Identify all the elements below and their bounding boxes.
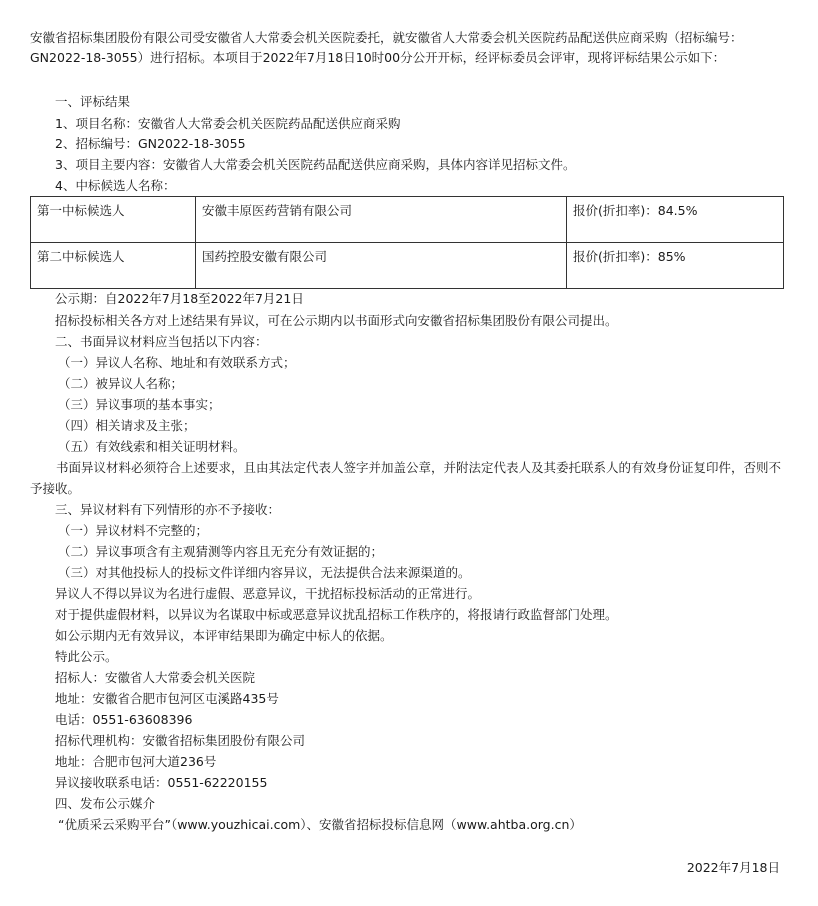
project-content-item: 3、项目主要内容：安徽省人大常委会机关医院药品配送供应商采购，具体内容详见招标文件。 [55, 157, 576, 172]
candidate-name: 国药控股安徽有限公司 [196, 243, 567, 289]
list-item: （四）相关请求及主张； [58, 418, 196, 433]
note-line: 对于提供虚假材料，以异议为名谋取中标或恶意异议扰乱招标工作秩序的，将报请行政监督部门处理。 [55, 607, 618, 622]
candidates-table [30, 196, 784, 289]
candidate-name: 安徽丰原医药营销有限公司 [196, 197, 567, 243]
candidate-rank: 第一中标候选人 [31, 197, 196, 243]
project-name-item: 1、项目名称：安徽省人大常委会机关医院药品配送供应商采购 [55, 116, 401, 131]
media-line: “优质采云采购平台”（www.youzhicai.com）、安徽省招标投标信息网（www.ahtba.org.cn） [58, 817, 582, 832]
note-line: 特此公示。 [55, 649, 118, 664]
list-item: （三）对其他投标人的投标文件详细内容异议，无法提供合法来源渠道的。 [58, 565, 471, 580]
publish-date: 2022年7月18日 [686, 860, 780, 875]
agency-address-line: 地址：合肥市包河大道236号 [55, 754, 217, 769]
candidate-price: 报价(折扣率)：84.5% [567, 197, 784, 243]
list-item: （二）异议事项含有主观猜测等内容且无充分有效证据的； [58, 544, 384, 559]
tenderer-address-line: 地址：安徽省合肥市包河区屯溪路435号 [55, 691, 279, 706]
note-line: 如公示期内无有效异议，本评审结果即为确定中标人的依据。 [55, 628, 393, 643]
section2-heading: 二、书面异议材料应当包括以下内容： [55, 334, 268, 349]
requirement-paragraph: 书面异议材料必须符合上述要求，且由其法定代表人签字并加盖公章，并附法定代表人及其委托联系人的有效身份证复印件，否则不予接收。 [30, 460, 782, 496]
table-row [31, 243, 784, 289]
list-item: （三）异议事项的基本事实； [58, 397, 221, 412]
tenderer-line: 招标人：安徽省人大常委会机关医院 [55, 670, 256, 685]
section1-heading: 一、评标结果 [55, 94, 131, 109]
list-item: （二）被异议人名称； [58, 376, 184, 391]
table-row [31, 197, 784, 243]
objection-note: 招标投标相关各方对上述结果有异议，可在公示期内以书面形式向安徽省招标集团股份有限公司提出。 [55, 313, 618, 328]
note-line: 异议人不得以异议为名进行虚假、恶意异议，干扰招标投标活动的正常进行。 [55, 586, 481, 601]
tenderer-phone-line: 电话：0551-63608396 [55, 712, 193, 727]
candidate-price: 报价(折扣率)：85% [567, 243, 784, 289]
list-item: （一）异议人名称、地址和有效联系方式； [58, 355, 296, 370]
list-item: （一）异议材料不完整的； [58, 523, 209, 538]
list-item: （五）有效线索和相关证明材料。 [58, 439, 246, 454]
agency-line: 招标代理机构：安徽省招标集团股份有限公司 [55, 733, 306, 748]
objection-phone-line: 异议接收联系电话：0551-62220155 [55, 775, 268, 790]
candidates-label-item: 4、中标候选人名称： [55, 178, 176, 193]
section3-heading: 三、异议材料有下列情形的亦不予接收： [55, 502, 281, 517]
notice-period: 公示期：自2022年7月18至2022年7月21日 [55, 291, 304, 306]
tender-number-item: 2、招标编号：GN2022-18-3055 [55, 136, 246, 151]
intro-paragraph: 安徽省招标集团股份有限公司受安徽省人大常委会机关医院委托，就安徽省人大常委会机关医院药品配送供应商采购（招标编号：GN2022-18-3055）进行招标。本项目于2022年7月18日10时00分公开开标，经评标委员会评审，现将评标结果公示如下： [30, 30, 743, 65]
candidate-rank: 第二中标候选人 [31, 243, 196, 289]
section4-heading: 四、发布公示媒介 [55, 796, 156, 811]
